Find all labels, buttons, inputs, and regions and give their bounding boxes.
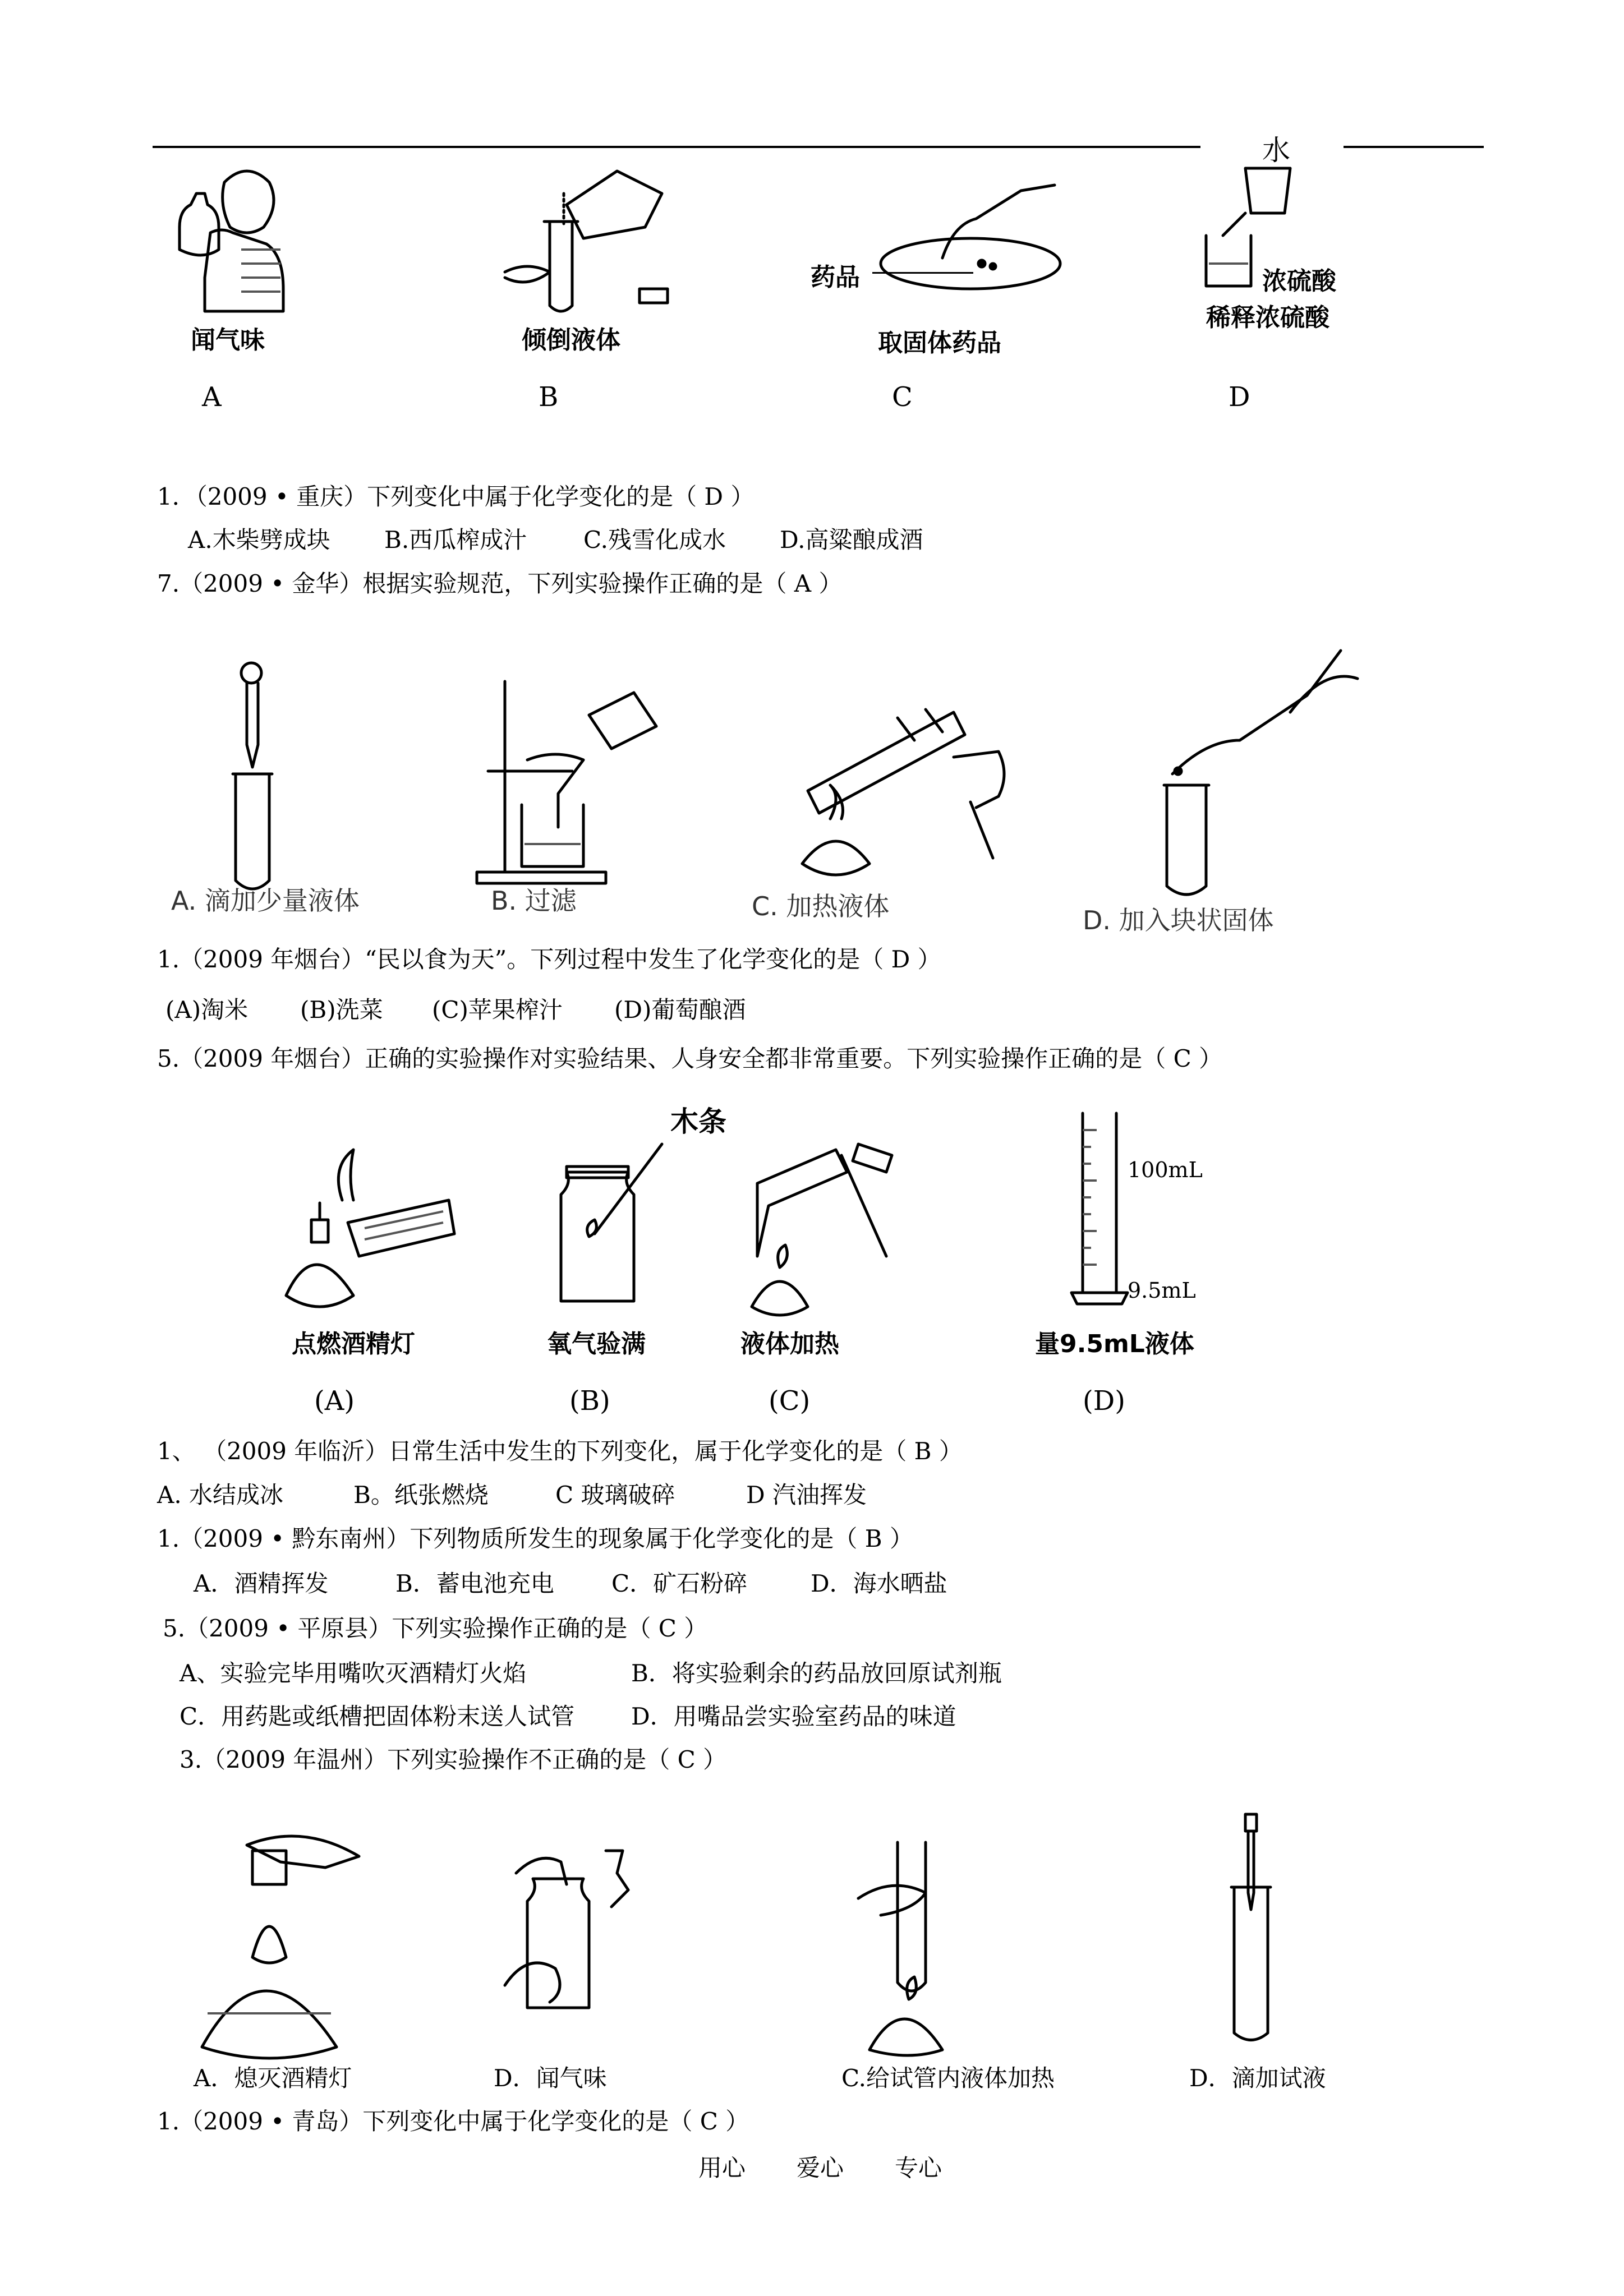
fig3-label-c: 液体加热 [740,1330,839,1358]
fig4-caption-a: A．熄灭酒精灯 [194,2064,352,2092]
q-yantai1-option-a: (A)淘米 [165,996,249,1023]
fig1-label-b: 倾倒液体 [522,326,620,354]
fig2-caption-d: D. 加入块状固体 [1083,905,1274,935]
figure-oxygen-full [550,1138,684,1309]
fig1-letter-b: B [539,381,559,413]
fig2-caption-b: B. 过滤 [491,886,577,916]
figure-pour-liquid [494,160,673,325]
fig3-letter-b: (B) [569,1385,610,1417]
fig2-caption-c: C. 加热液体 [752,891,890,921]
water-label: 水 [1262,134,1290,167]
q-qiandongnan-option-a: A．酒精挥发 [194,1570,329,1597]
q-linyi-option-a: A. 水结成冰 [157,1481,284,1509]
header-rule-right [1344,146,1484,148]
q1-option-c: C.残雪化成水 [583,526,726,554]
figure-take-solid [853,185,1066,299]
fig1-label-d: 稀释浓硫酸 [1206,303,1329,332]
footer-item-1: 用心 [698,2154,746,2182]
cylinder-bottom-mark: 9.5mL [1128,1278,1196,1303]
q1-option-b: B.西瓜榨成汁 [384,526,527,554]
footer-item-2: 爱心 [797,2154,844,2182]
fig1-letter-a: A [202,381,222,413]
fig1-label-a: 闻气味 [191,326,265,354]
figure-light-lamp [280,1144,460,1315]
q-qingdao-stem: 1.（2009 • 青岛）下列变化中属于化学变化的是（ C ） [157,2108,749,2135]
q1-stem: 1．（2009 • 重庆）下列变化中属于化学变化的是（ D ） [157,483,755,510]
q-yantai5-stem: 5.（2009 年烟台）正确的实验操作对实验结果、人身安全都非常重要。下列实验操作正确的是（ C ） [157,1045,1223,1072]
figure-dropper-2 [1223,1809,1279,2046]
q-linyi-stem: 1、 （2009 年临沂）日常生活中发生的下列变化，属于化学变化的是（ B ） [157,1437,963,1465]
q-qiandongnan-option-b: B．蓄电池充电 [395,1570,554,1597]
figure-smell-gas [157,160,303,319]
fig4-caption-d: D．滴加试液 [1189,2064,1326,2092]
fig3-label-a: 点燃酒精灯 [292,1330,415,1358]
fig4-caption-c: C.给试管内液体加热 [841,2064,1055,2092]
fig3-letter-a: (A) [314,1385,355,1417]
q-linyi-option-b: B。纸张燃烧 [353,1481,489,1509]
q-pingyuan-option-a: A、实验完毕用嘴吹灭酒精灯火焰 [180,1659,527,1687]
fig1-letter-d: D [1229,381,1250,413]
conc-acid-label: 浓硫酸 [1262,267,1336,296]
q-pingyuan-option-d: D．用嘴品尝实验室药品的味道 [631,1703,956,1730]
figure-extinguish-lamp [191,1828,381,2055]
cylinder-top-mark: 100mL [1128,1158,1203,1182]
figure-heat-tube [847,1831,959,2052]
fig3-label-d: 量9.5mL液体 [1035,1330,1194,1358]
q-yantai1-option-d: (D)葡萄酿酒 [614,996,746,1023]
figure-filter [477,670,679,886]
q-qiandongnan-option-d: D．海水晒盐 [811,1570,947,1597]
q-linyi-option-c: C 玻璃破碎 [555,1481,675,1509]
pointer-line [872,272,973,274]
fig3-letter-c: (C) [769,1385,811,1417]
q-linyi-option-d: D 汽油挥发 [746,1481,867,1509]
fig4-caption-b: D．闻气味 [494,2064,607,2092]
q-yantai1-stem: 1.（2009 年烟台）“民以食为天”。下列过程中发生了化学变化的是（ D ） [157,946,941,973]
figure-dropper [224,662,314,900]
q-qiandongnan-stem: 1.（2009 • 黔东南州）下列物质所发生的现象属于化学变化的是（ B ） [157,1525,914,1552]
figure-add-solid [1144,645,1369,900]
q-pingyuan-option-c: C．用药匙或纸槽把固体粉末送人试管 [180,1703,575,1730]
q1-option-d: D.高粱酿成酒 [780,526,923,554]
q-yantai1-option-b: (B)洗菜 [300,996,383,1023]
fig1-label-c: 取固体药品 [878,329,1001,357]
figure-heat-liquid [797,695,1032,888]
fig1-letter-c: C [892,381,913,413]
q-yantai1-option-c: (C)苹果榨汁 [432,996,563,1023]
q7-stem: 7.（2009 • 金华）根据实验规范，下列实验操作正确的是（ A ） [157,570,843,597]
q-pingyuan-option-b: B．将实验剩余的药品放回原试剂瓶 [631,1659,1002,1687]
header-rule-left [153,146,1200,148]
figure-smell-2 [494,1839,640,2021]
fig3-letter-d: (D) [1083,1385,1125,1417]
q1-option-a: A.木柴劈成块 [188,526,330,554]
figure-heat-liquid-2 [735,1127,937,1315]
q-pingyuan-stem: 5.（2009 • 平原县）下列实验操作正确的是（ C ） [163,1615,708,1642]
fig3-label-b: 氧气验满 [547,1330,646,1358]
pointer-label-medicine: 药品 [811,263,860,292]
wood-stick-label: 木条 [670,1105,726,1138]
q-qiandongnan-option-c: C．矿石粉碎 [611,1570,748,1597]
fig2-caption-a: A. 滴加少量液体 [171,886,360,916]
footer-item-3: 专心 [895,2154,942,2182]
q-wenzhou-stem: 3.（2009 年温州）下列实验操作不正确的是（ C ） [180,1746,727,1773]
